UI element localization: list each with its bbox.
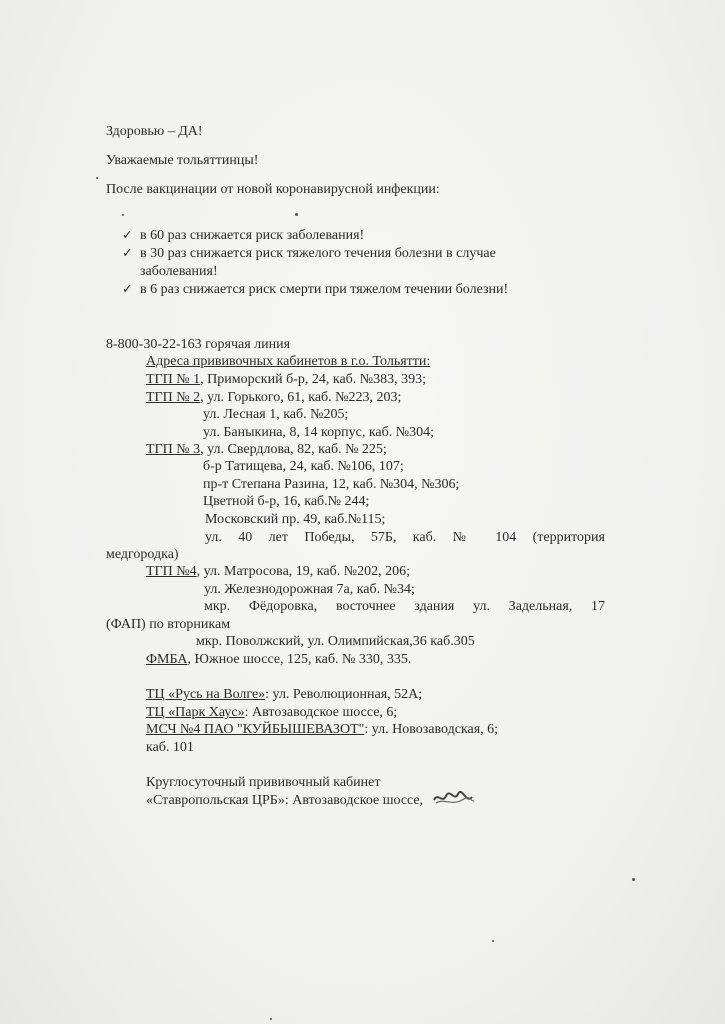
- benefit-item: в 60 раз снижается риск заболевания!: [140, 228, 365, 243]
- tgp3-extra: б-р Татищева, 24, каб. №106, 107;: [203, 459, 404, 474]
- intro: После вакцинации от новой коронавирусной инфекции:: [106, 182, 440, 197]
- tgp2-extra: ул. Лесная 1, каб. №205;: [203, 407, 349, 422]
- tc2-line: [146, 704, 397, 721]
- greeting: Здоровью – ДА!: [106, 124, 203, 139]
- scan-speck: [632, 878, 635, 881]
- msch-line-continuation: каб. 101: [146, 740, 194, 755]
- scan-speck: [492, 940, 494, 942]
- tc1-address: : ул. Революционная, 52А;: [265, 687, 423, 702]
- tgp4-name: ТГП №4: [146, 564, 197, 579]
- tgp3-extra: пр-т Степана Разина, 12, каб. №304, №306;: [203, 477, 460, 492]
- tgp3-extra: Цветной б-р, 16, каб.№ 244;: [203, 494, 370, 509]
- scan-speck: [270, 1018, 272, 1020]
- tgp3-address: , ул. Свердлова, 82, каб. № 225;: [200, 442, 387, 457]
- tgp4-line: [146, 563, 410, 580]
- salutation: Уважаемые тольяттинцы!: [106, 153, 259, 168]
- fmba-address: , Южное шоссе, 125, каб. № 330, 335.: [187, 652, 412, 667]
- scribble-mark: [432, 788, 476, 808]
- checkmark-icon: ✓: [122, 281, 133, 296]
- tgp2-address: , ул. Горького, 61, каб. №223, 203;: [200, 390, 402, 405]
- addresses-title: Адреса прививочных кабинетов в г.о. Тольятти:: [146, 354, 431, 369]
- tgp2-name: ТГП № 2: [146, 390, 201, 405]
- tc2-address: : Автозаводское шоссе, 6;: [244, 705, 398, 720]
- tgp4-long-line-continuation: (ФАП) по вторникам: [106, 617, 231, 632]
- tc2-name: ТЦ «Парк Хаус»: [146, 705, 245, 720]
- tgp2-extra: ул. Баныкина, 8, 14 корпус, каб. №304;: [203, 425, 434, 440]
- tc1-name: ТЦ «Русь на Волге»: [146, 687, 266, 702]
- tgp3-line: [146, 441, 387, 458]
- benefit-item: в 30 раз снижается риск тяжелого течения болезни в случае: [140, 246, 496, 261]
- fmba-name: ФМБА: [146, 652, 188, 667]
- povolzhsky-line: мкр. Поволжский, ул. Олимпийская,36 каб.305: [196, 634, 475, 649]
- tgp3-long-line-continuation: медгородка): [106, 547, 179, 562]
- hotline: 8-800-30-22-163 горячая линия: [106, 337, 291, 352]
- tgp1-address: , Приморский б-р, 24, каб. №383, 393;: [200, 372, 427, 387]
- tgp4-address: , ул. Матросова, 19, каб. №202, 206;: [196, 564, 410, 579]
- scan-speck: [96, 177, 98, 179]
- scan-speck: [122, 214, 124, 216]
- benefit-item: в 6 раз снижается риск смерти при тяжелом течении болезни!: [140, 282, 509, 297]
- fmba-line: [146, 651, 411, 668]
- tgp2-line: [146, 389, 401, 406]
- roundclock-title: Круглосуточный прививочный кабинет: [146, 775, 381, 790]
- msch-line: [146, 721, 498, 738]
- msch-address: : ул. Новозаводская, 6;: [364, 722, 499, 737]
- benefit-item-continuation: заболевания!: [140, 264, 218, 279]
- tgp1-name: ТГП № 1: [146, 372, 201, 387]
- tgp4-extra: ул. Железнодорожная 7а, каб. №34;: [204, 582, 415, 597]
- checkmark-icon: ✓: [122, 227, 133, 242]
- tc1-line: [146, 686, 422, 703]
- scan-speck: [295, 213, 298, 216]
- roundclock-address: «Ставропольская ЦРБ»: Автозаводское шоссе,: [146, 793, 424, 808]
- tgp1-line: [146, 371, 426, 388]
- tgp3-long-line: ул. 40 лет Победы, 57Б, каб. № 104 (территория: [205, 530, 605, 545]
- msch-name: МСЧ №4 ПАО "КУЙБЫШЕВАЗОТ": [146, 722, 365, 737]
- tgp3-name: ТГП № 3: [146, 442, 201, 457]
- tgp3-extra: Московский пр. 49, каб.№115;: [205, 512, 386, 527]
- checkmark-icon: ✓: [122, 245, 133, 260]
- tgp4-long-line: мкр. Фёдоровка, восточнее здания ул. Задельная, 17: [204, 599, 605, 614]
